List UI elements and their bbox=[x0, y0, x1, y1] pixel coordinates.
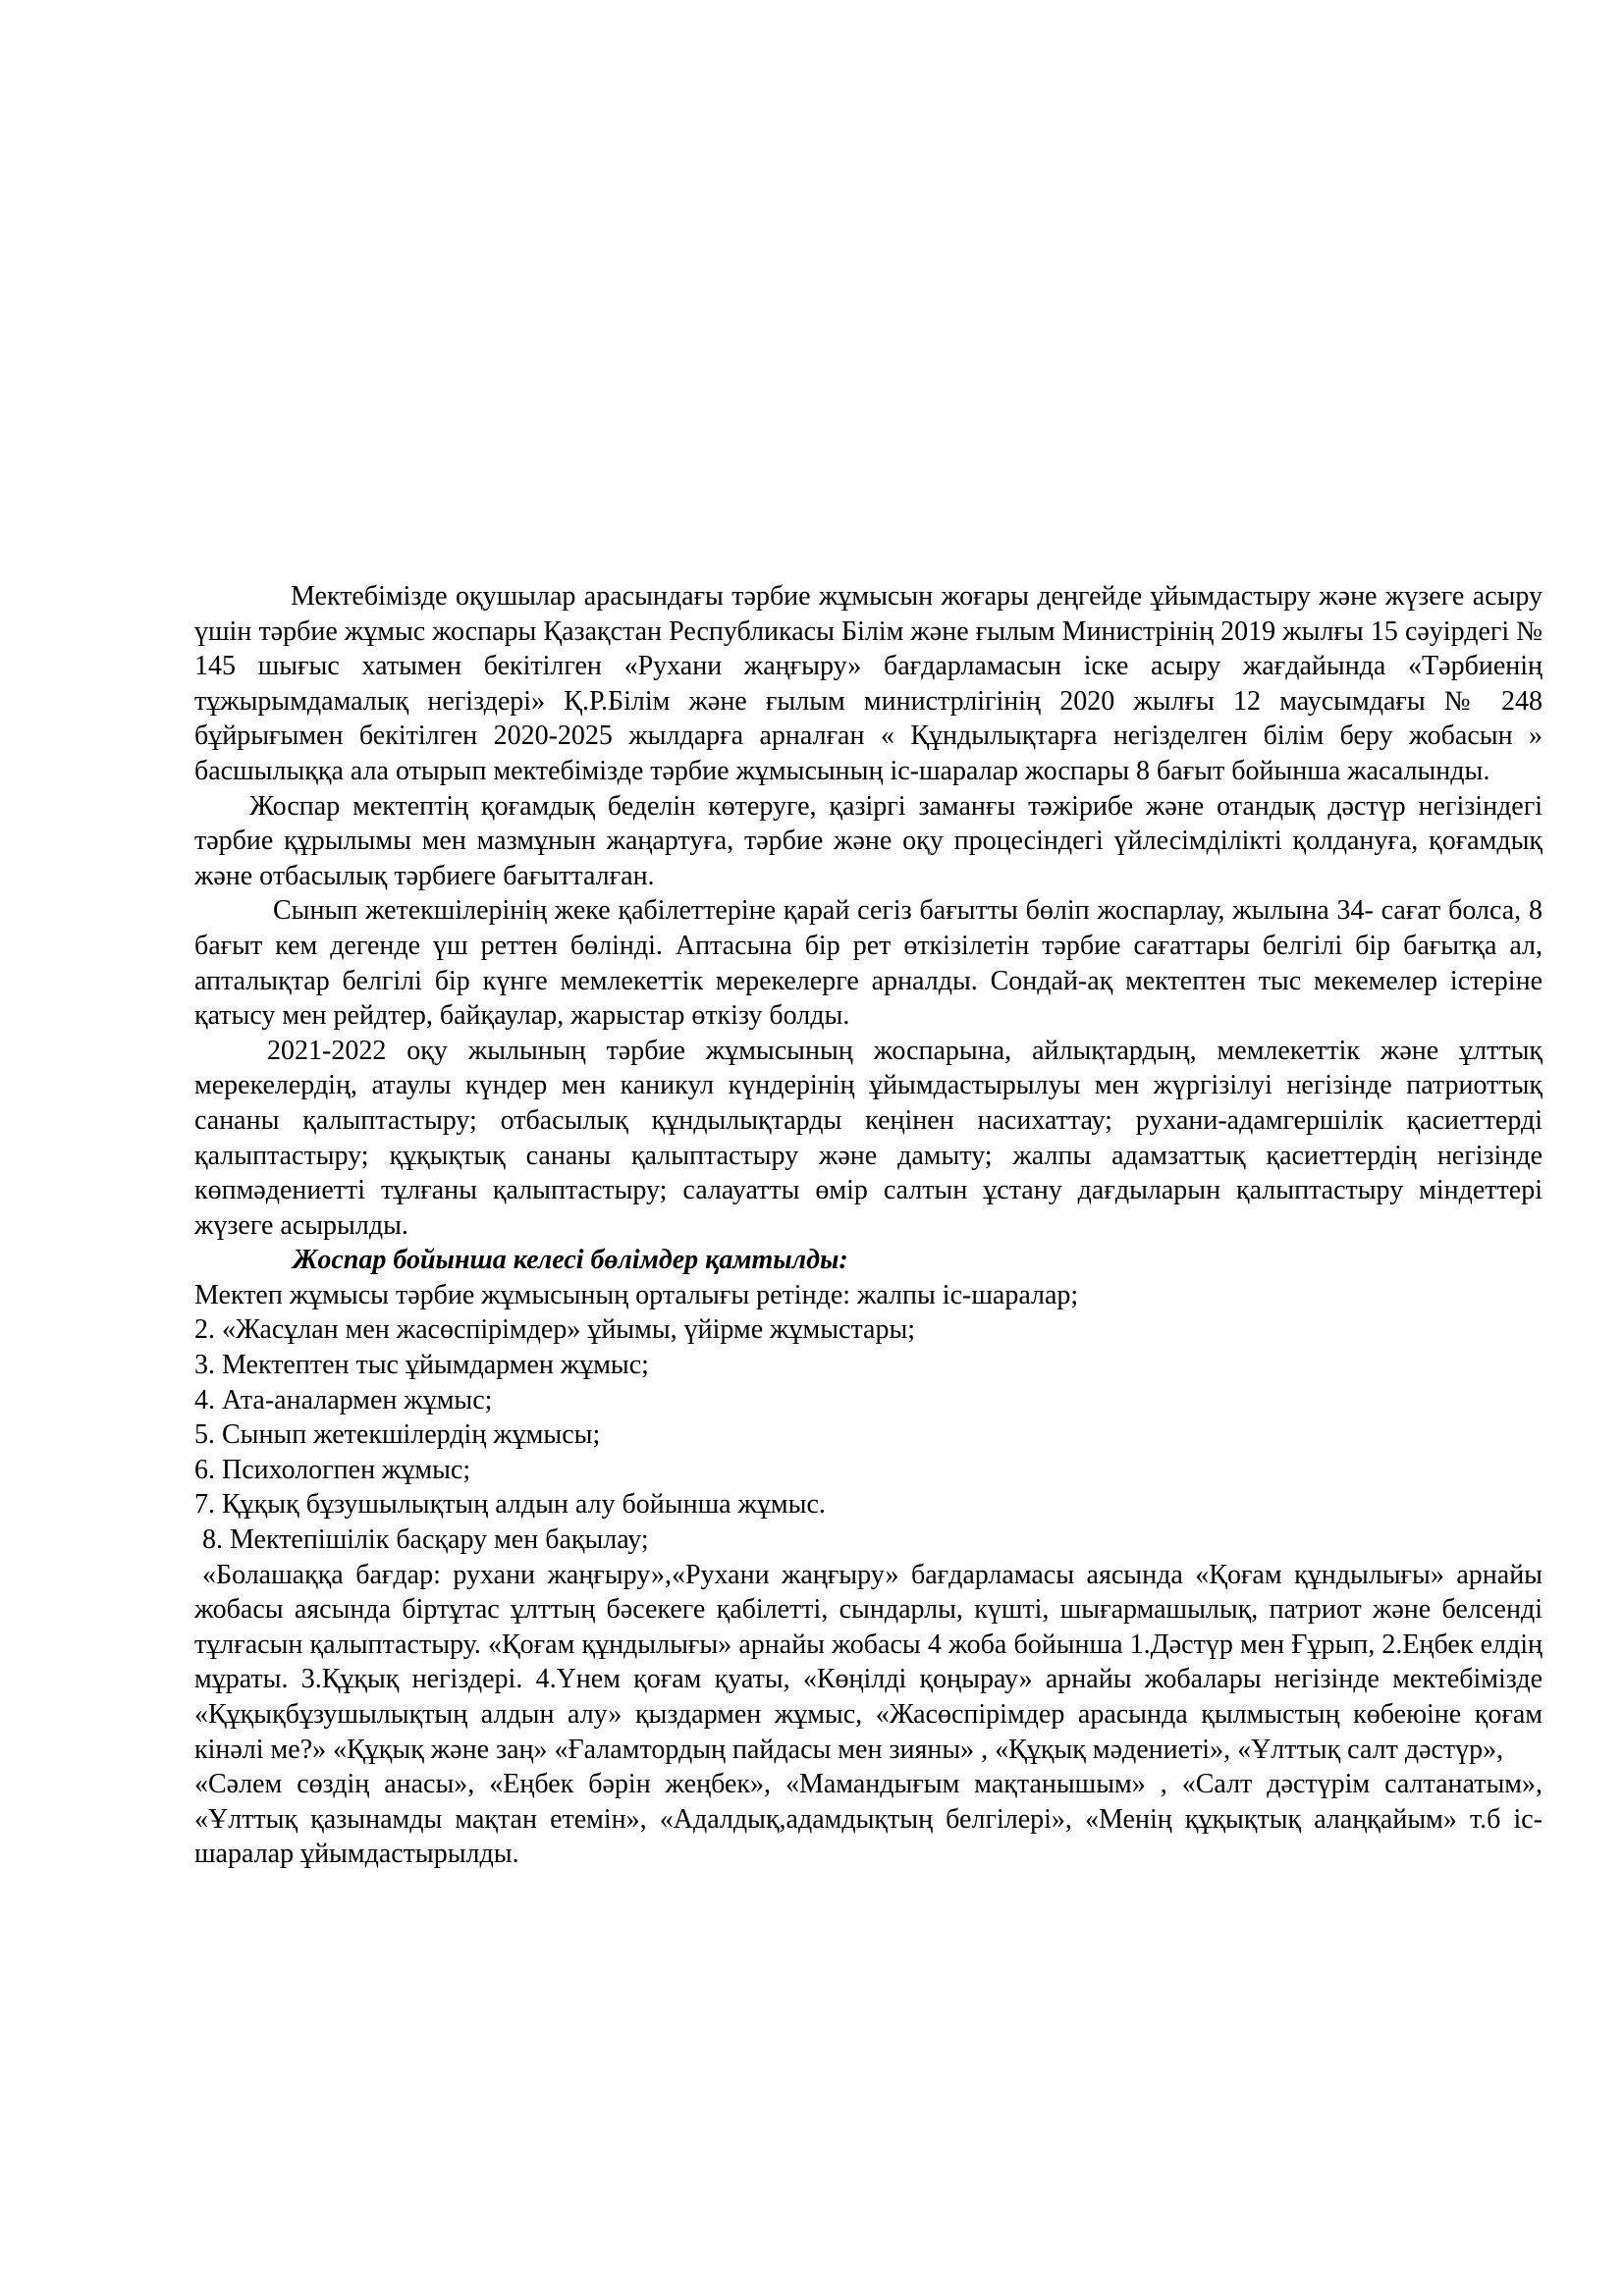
plan-purpose-paragraph: Жоспар мектептің қоғамдық беделін көтеруге, қазіргі заманғы тәжірибе және отандық дәстүр негізіндегі тәрбие құрылымы мен мазмұнын жаңартуға, тәрбие және оқу процесіндегі үйлесімділікті қолдануға, қоғамдық және отбасылық тәрбиеге бағытталған. bbox=[194, 790, 1543, 891]
plan-sections-list bbox=[194, 1278, 1543, 1558]
list-item: 8. Мектепішілік басқару мен бақылау; bbox=[202, 1524, 649, 1556]
plan-sections-heading: Жоспар бойынша келесі бөлімдер қамтылды: bbox=[293, 1245, 848, 1276]
list-item: 6. Психологпен жұмыс; bbox=[194, 1454, 471, 1485]
projects-paragraph: «Болашаққа бағдар: рухани жаңғыру»,«Рухани жаңғыру» бағдарламасы аясында «Қоғам құндылығы» арнайы жобасы аясында біртұтас ұлттың бәсекеге қабілетті, сындарлы, күшті, шығармашылық, патриот және белсенді тұлғасын қалыптастыру. «Қоғам құндылығы» арнайы жобасы 4 жоба бойынша 1.Дәстүр мен Ғұрып, 2.Еңбек елдің мұраты. 3.Құқық негіздері. 4.Үнем қоғам қуаты, «Көңілді қоңырау» арнайы жобалары негізінде мектебімізде «Құқықбұзушылықтың алдын алу» қыздармен жұмыс, «Жасөспірімдер арасында қылмыстың көбеюіне қоғам кінәлі ме?» «Құқық және заң» «Ғаламтордың пайдасы мен зияны» , «Құқық мәдениеті», «Ұлттық салт дәстүр», bbox=[194, 1559, 1543, 1765]
document-body bbox=[194, 579, 1543, 1872]
list-item: 7. Құқық бұзушылықтың алдын алу бойынша жұмыс. bbox=[194, 1489, 826, 1521]
class-teachers-paragraph: Сынып жетекшілерінің жеке қабілеттеріне қарай сегіз бағытты бөліп жоспарлау, жылына 34- сағат болса, 8 бағыт кем дегенде үш реттен бөлінді. Аптасына бір рет өткізілетін тәрбие сағаттары белгілі бір бағытқа ал, апталықтар белгілі бір күнге мемлекеттік мерекелерге арналды. Сондай-ақ мектептен тыс мекемелер істеріне қатысу мен рейдтер, байқаулар, жарыстар өткізу болды. bbox=[194, 895, 1543, 1032]
list-item: 4. Ата-аналармен жұмыс; bbox=[194, 1384, 493, 1415]
intro-paragraph: Мектебімізде оқушылар арасындағы тәрбие жұмысын жоғары деңгейде ұйымдастыру және жүзеге асыру үшін тәрбие жұмыс жоспары Қазақстан Республикасы Білім және ғылым Министрінің 2019 жылғы 15 сәуірдегі № 145 шығыс хатымен бекітілген «Рухани жаңғыру» бағдарламасын іске асыру жағдайында «Тәрбиенің тұжырымдамалық негіздері» Қ.Р.Білім және ғылым министрлігінің 2020 жылғы 12 маусымдағы № 248 бұйрығымен бекітілген 2020-2025 жылдарға арналған « Құндылықтарға негізделген білім беру жобасын » басшылыққа ала отырып мектебімізде тәрбие жұмысының іс-шаралар жоспары 8 бағыт бойынша жасалынды. bbox=[194, 581, 1543, 786]
list-item: 3. Мектептен тыс ұйымдармен жұмыс; bbox=[194, 1350, 649, 1381]
list-item: Мектеп жұмысы тәрбие жұмысының орталығы ретінде: жалпы іс-шаралар; bbox=[194, 1279, 1079, 1310]
school-year-paragraph: 2021-2022 оқу жылының тәрбие жұмысының жоспарына, айлықтардың, мемлекеттік және ұлттық мерекелердің, атаулы күндер мен каникул күндерінің ұйымдастырылуы мен жүргізілуі негізінде патриоттық сананы қалыптастыру; отбасылық құндылықтарды кеңінен насихаттау; рухани-адамгершілік қасиеттерді қалыптастыру; құқықтық сананы қалыптастыру және дамыту; жалпы адамзаттық қасиеттердің негізінде көпмәдениетті тұлғаны қалыптастыру; салауатты өмір салтын ұстану дағдыларын қалыптастыру міндеттері жүзеге асырылды. bbox=[194, 1035, 1543, 1241]
events-paragraph: «Сәлем сөздің анасы», «Еңбек бәрін жеңбек», «Мамандығым мақтанышым» , «Салт дәстүрім салтанатым», «Ұлттық қазынамды мақтан етемін», «Адалдық,адамдықтың белгілері», «Менің құқықтық алаңқайым» т.б іс-шаралар ұйымдастырылды. bbox=[194, 1769, 1543, 1870]
list-item: 2. «Жасұлан мен жасөспірімдер» ұйымы, үйірме жұмыстары; bbox=[194, 1314, 916, 1346]
list-item: 5. Сынып жетекшілердің жұмысы; bbox=[194, 1419, 601, 1451]
